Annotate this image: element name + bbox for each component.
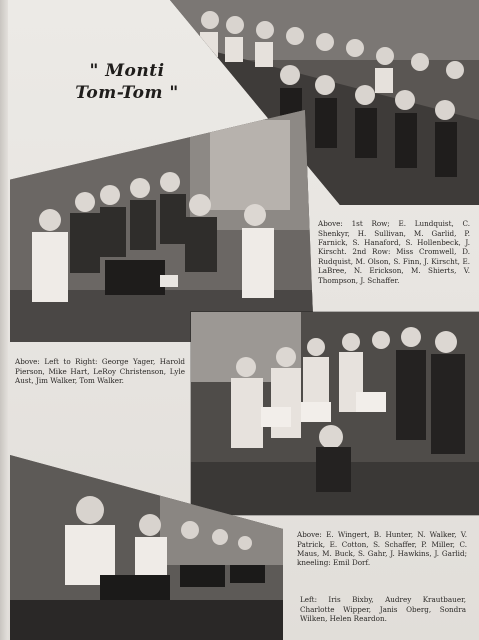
caption-bottom-left: Left: Iris Bixby, Audrey Krautbauer, Charlotte Wipper, Janis Oberg, Sondra Wilken, Helen Reardon. [300, 595, 466, 623]
caption-middle-left: Above: Left to Right: George Yager, Harold Pierson, Mike Hart, LeRoy Christenson, Lyle Aust, Jim Walker, Tom Walker. [15, 357, 185, 385]
page-spine-shadow [0, 0, 8, 640]
page-title [62, 60, 192, 104]
title-line-2: Tom-Tom " [75, 83, 179, 103]
photo-printing-crew [10, 110, 314, 342]
caption-bottom-right: Above: E. Wingert, B. Hunter, N. Walker, V. Patrick, E. Cotton, S. Schaffer, P. Miller, C. Maus, M. Buck, S. Gahr, J. Hawkins, J. Garlid; kneeling: Emil Dorf. [297, 530, 467, 568]
photo-group-kneeling [191, 312, 479, 515]
caption-top-right: Above: 1st Row; E. Lundquist, C. Shenkyr, H. Sullivan, M. Garlid, P. Farnick, S. Hanaford, S. Hollenbeck, J. Kirscht. 2nd Row: Miss Cromwell, D. Rudquist, M. Olson, S. Finn, J. Kirscht, E. LaBree, N. Erickson, M. Shierts, V. Thompson, J. Schaffer. [318, 219, 470, 285]
title-line-1: " Monti [89, 61, 165, 81]
